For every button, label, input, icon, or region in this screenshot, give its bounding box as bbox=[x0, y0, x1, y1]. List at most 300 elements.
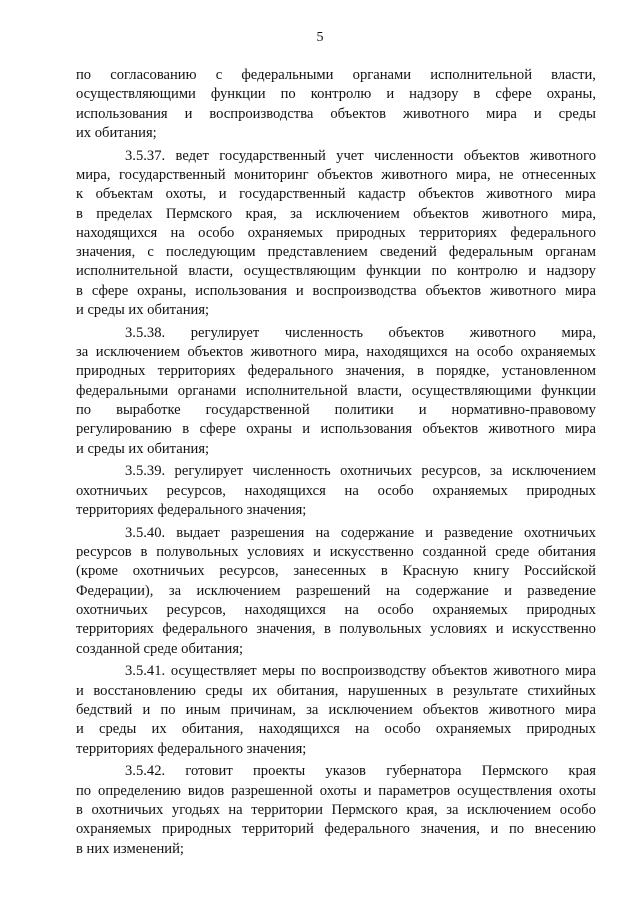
word: и bbox=[490, 821, 499, 838]
word: среды bbox=[558, 105, 596, 122]
word: объектов bbox=[422, 702, 479, 718]
text-line bbox=[76, 482, 596, 501]
word: стихийных bbox=[527, 682, 596, 699]
word: края, bbox=[406, 801, 438, 818]
word: особо bbox=[377, 602, 414, 619]
word: 3.5.42. bbox=[125, 763, 166, 780]
word: видов bbox=[187, 782, 225, 799]
word: объектов bbox=[418, 186, 474, 203]
word: и bbox=[533, 105, 542, 122]
word: животного bbox=[488, 702, 555, 718]
word: по bbox=[508, 821, 525, 838]
word: и bbox=[295, 282, 304, 299]
word: охраняемых bbox=[432, 602, 508, 619]
word: на bbox=[344, 482, 359, 499]
text-line bbox=[76, 543, 596, 562]
word: осуществляет bbox=[170, 663, 257, 680]
word: определению bbox=[98, 782, 181, 799]
word: 3.5.38. bbox=[125, 324, 166, 341]
word: 3.5.39. bbox=[125, 463, 166, 480]
word: ресурсов, bbox=[166, 602, 226, 619]
word: федеральными bbox=[241, 67, 334, 83]
text-line bbox=[76, 166, 596, 185]
word: надзору bbox=[409, 86, 459, 103]
word: находящихся bbox=[258, 721, 340, 738]
word: проекты bbox=[253, 763, 306, 780]
word: территории bbox=[251, 801, 323, 818]
word: воспроизводству bbox=[321, 663, 427, 680]
text-line bbox=[76, 85, 596, 104]
word: надзору bbox=[546, 263, 596, 280]
word: Пермского bbox=[331, 801, 398, 818]
word: мониторинг bbox=[234, 166, 309, 183]
word: и bbox=[218, 186, 227, 203]
word: животного bbox=[529, 147, 596, 164]
text-line: созданной среде обитания; bbox=[76, 640, 244, 657]
text-line bbox=[76, 562, 596, 581]
word: мира, bbox=[561, 205, 596, 222]
word: природных bbox=[162, 821, 232, 838]
word: охраняемых bbox=[435, 721, 512, 738]
word: разрешений bbox=[295, 582, 371, 599]
word: животного bbox=[381, 166, 448, 183]
text-line bbox=[76, 620, 596, 639]
word: и bbox=[504, 582, 512, 599]
word: нормативно-правовому bbox=[451, 402, 596, 419]
text-line bbox=[76, 582, 596, 601]
word: регулирует bbox=[190, 324, 260, 341]
paragraph-3-5-40 bbox=[76, 524, 596, 659]
text-line bbox=[76, 147, 596, 166]
word: природных bbox=[336, 224, 406, 241]
word: охраняемых bbox=[432, 482, 508, 499]
word: меры bbox=[262, 663, 296, 680]
word: политики bbox=[334, 402, 394, 419]
word: природных bbox=[526, 721, 596, 738]
word: ведет bbox=[175, 147, 209, 164]
text-line bbox=[76, 420, 596, 439]
word: природных bbox=[526, 602, 596, 619]
word: в bbox=[182, 421, 190, 438]
word: объектов bbox=[431, 663, 488, 680]
word: охоты, bbox=[165, 186, 207, 203]
word: животного bbox=[493, 663, 560, 680]
word: восстановлению bbox=[93, 682, 196, 699]
word: на bbox=[315, 524, 330, 541]
word: и bbox=[418, 402, 427, 419]
word: государственный bbox=[219, 147, 326, 164]
word: за bbox=[446, 801, 459, 818]
word: среды bbox=[205, 682, 243, 699]
word: государственный bbox=[119, 166, 226, 183]
word: установленном bbox=[501, 363, 596, 380]
word: Пермского bbox=[165, 205, 233, 222]
word: полувольных bbox=[156, 544, 239, 561]
word: за bbox=[168, 582, 182, 599]
word: выработке bbox=[116, 402, 181, 419]
word: по bbox=[431, 263, 447, 280]
word: полувольных bbox=[339, 621, 422, 638]
word: исключением bbox=[315, 205, 400, 222]
text-line bbox=[76, 185, 596, 204]
word: федерального bbox=[510, 224, 596, 241]
word: результате bbox=[452, 682, 518, 699]
word: обитания, bbox=[181, 721, 244, 738]
word: охраняемых bbox=[520, 344, 596, 361]
word: по bbox=[76, 402, 92, 419]
word: исключением bbox=[95, 344, 180, 361]
word: исполнительной bbox=[76, 263, 178, 280]
text-line bbox=[76, 682, 596, 701]
word: выдает bbox=[176, 524, 220, 541]
word: животного bbox=[250, 344, 317, 361]
word: природных bbox=[526, 482, 596, 499]
word: в bbox=[76, 282, 83, 299]
word: территориях bbox=[419, 224, 498, 241]
word: численность bbox=[284, 324, 363, 341]
word: мира bbox=[565, 282, 596, 299]
word: на bbox=[385, 582, 401, 599]
word: мира, bbox=[76, 166, 111, 183]
word: охоты bbox=[319, 782, 357, 799]
word: в bbox=[380, 563, 388, 580]
word: охотничьих bbox=[91, 801, 164, 818]
word: кадастр bbox=[358, 186, 406, 203]
word: за bbox=[290, 205, 303, 222]
word: власти, bbox=[357, 382, 403, 399]
word: готовит bbox=[185, 763, 233, 780]
word: Красную bbox=[402, 563, 459, 580]
word: их bbox=[252, 682, 268, 699]
word: причинам, bbox=[230, 702, 296, 718]
word: федерального bbox=[162, 621, 248, 638]
text-line bbox=[76, 362, 596, 381]
word: и bbox=[302, 421, 311, 438]
word: книгу bbox=[473, 563, 510, 580]
word: сфере bbox=[91, 282, 129, 299]
word: ресурсов, bbox=[166, 482, 226, 499]
word: особо bbox=[198, 224, 235, 241]
word: указов bbox=[325, 763, 366, 780]
word: среде bbox=[495, 544, 530, 561]
word: контролю bbox=[457, 263, 518, 280]
word: их bbox=[151, 721, 167, 738]
word: по bbox=[76, 782, 92, 799]
word: на bbox=[355, 721, 370, 738]
text-line: и среды их обитания; bbox=[76, 440, 210, 457]
word: объектов bbox=[330, 105, 386, 122]
word: государственной bbox=[205, 402, 310, 419]
text-line bbox=[76, 720, 596, 739]
text-line bbox=[76, 262, 596, 281]
word: губернатора bbox=[386, 763, 462, 780]
word: за bbox=[490, 463, 503, 480]
word: пределах bbox=[96, 205, 153, 222]
word: мира, bbox=[561, 324, 596, 341]
text-line: в них изменений; bbox=[76, 840, 184, 857]
word: согласованию bbox=[110, 67, 197, 83]
paragraph-3-5-41 bbox=[76, 662, 596, 758]
word: использования bbox=[320, 421, 413, 438]
word: обитания bbox=[537, 544, 596, 561]
text-line bbox=[76, 801, 596, 820]
word: 3.5.41. bbox=[125, 663, 166, 680]
text-line bbox=[76, 343, 596, 362]
word: за bbox=[306, 702, 319, 718]
word: численность bbox=[252, 463, 331, 480]
word: осуществляющими bbox=[411, 382, 532, 399]
word: объектов bbox=[413, 205, 469, 222]
word: находящихся bbox=[244, 602, 326, 619]
word: на bbox=[455, 344, 470, 361]
text-line bbox=[76, 820, 596, 839]
word: федерального bbox=[247, 363, 334, 380]
word: параметров bbox=[378, 782, 451, 799]
word: бедствий bbox=[76, 702, 133, 718]
word: Российской bbox=[524, 563, 596, 580]
word: территорий bbox=[242, 821, 314, 838]
word: к bbox=[76, 186, 84, 203]
word: в bbox=[436, 682, 444, 699]
paragraph-3-5-42 bbox=[76, 762, 596, 858]
word: в bbox=[324, 621, 331, 638]
word: численности bbox=[374, 147, 454, 164]
word: исключением bbox=[328, 702, 413, 718]
text-line bbox=[76, 105, 596, 124]
word: обитания, bbox=[276, 682, 339, 699]
word: территориях bbox=[157, 363, 236, 380]
word: 3.5.40. bbox=[125, 524, 166, 541]
text-line bbox=[76, 382, 596, 401]
word: сведений bbox=[379, 244, 437, 261]
word: значения, bbox=[345, 363, 405, 380]
word: среды bbox=[99, 721, 137, 738]
word: осуществляющим bbox=[243, 263, 356, 280]
word: охраны, bbox=[137, 282, 187, 299]
word: и bbox=[184, 105, 193, 122]
word: представлением bbox=[267, 244, 368, 261]
word: функции bbox=[366, 263, 421, 280]
word: животного bbox=[486, 186, 553, 203]
word: находящихся bbox=[76, 224, 158, 241]
word: по bbox=[160, 702, 176, 718]
text-line bbox=[76, 66, 596, 85]
document-body bbox=[76, 66, 596, 859]
word: объектов bbox=[187, 344, 244, 361]
word: на bbox=[344, 602, 359, 619]
word: федерального bbox=[324, 821, 410, 838]
word: ресурсов bbox=[76, 544, 132, 561]
text-line bbox=[76, 662, 596, 681]
word: не bbox=[499, 166, 514, 183]
word: искусственно bbox=[511, 621, 596, 638]
word: занесенных bbox=[293, 563, 367, 580]
word: (кроме bbox=[76, 563, 118, 580]
word: иным bbox=[185, 702, 221, 718]
word: учет bbox=[336, 147, 364, 164]
word: животного bbox=[490, 282, 557, 299]
word: условиях bbox=[247, 544, 305, 561]
word: объектам bbox=[95, 186, 154, 203]
word: функции bbox=[541, 382, 596, 399]
word: объектов bbox=[422, 421, 479, 438]
text-line bbox=[76, 601, 596, 620]
word: мира bbox=[565, 186, 596, 203]
word: и bbox=[313, 544, 321, 561]
word: и bbox=[425, 524, 434, 541]
word: особо bbox=[377, 482, 414, 499]
word: значения, bbox=[76, 244, 136, 261]
word: края bbox=[568, 763, 596, 780]
text-line bbox=[76, 701, 596, 720]
word: в bbox=[76, 801, 83, 818]
word: мира bbox=[565, 663, 596, 680]
word: воспроизводства bbox=[209, 105, 314, 122]
word: охотничьих bbox=[76, 482, 148, 499]
word: и bbox=[142, 702, 151, 718]
word: разрешенной bbox=[231, 782, 313, 799]
word: и bbox=[363, 782, 372, 799]
word: созданной bbox=[422, 544, 487, 561]
word: содержание bbox=[415, 582, 489, 599]
text-line bbox=[76, 401, 596, 420]
paragraph-3-5-39 bbox=[76, 462, 596, 520]
word: значения, bbox=[420, 821, 480, 838]
text-line bbox=[76, 524, 596, 543]
word: животного bbox=[402, 105, 470, 122]
word: ресурсов, bbox=[219, 563, 279, 580]
word: охотничьих bbox=[132, 563, 205, 580]
word: мира, bbox=[456, 166, 491, 183]
word: отнесенных bbox=[522, 166, 596, 183]
word: мира bbox=[565, 421, 596, 438]
word: объектов bbox=[463, 147, 520, 164]
word: использования bbox=[76, 105, 168, 122]
word: на bbox=[170, 224, 185, 241]
page-number: 5 bbox=[316, 30, 324, 45]
word: в bbox=[76, 205, 83, 222]
word: значения, bbox=[256, 621, 316, 638]
word: особо bbox=[384, 721, 421, 738]
word: в bbox=[416, 363, 424, 380]
word: объектов bbox=[425, 282, 482, 299]
word: сфере bbox=[495, 86, 532, 103]
word: охраняемых bbox=[247, 224, 324, 241]
word: с bbox=[147, 244, 154, 261]
word: с bbox=[215, 67, 223, 83]
word: и bbox=[76, 682, 84, 699]
word: по bbox=[300, 663, 316, 680]
word: охотничьих bbox=[340, 463, 413, 480]
word: последующим bbox=[166, 244, 256, 261]
word: исключением bbox=[511, 463, 596, 480]
word: федеральным bbox=[448, 244, 534, 261]
word: охотничьих bbox=[524, 524, 596, 541]
word: животного bbox=[488, 421, 555, 438]
word: объектов bbox=[388, 324, 445, 341]
word: Пермского bbox=[481, 763, 549, 780]
text-line bbox=[76, 224, 596, 243]
word: государственный bbox=[239, 186, 346, 203]
word: 3.5.37. bbox=[125, 147, 166, 164]
word: и bbox=[76, 721, 84, 738]
word: федеральными bbox=[76, 382, 169, 399]
word: власти, bbox=[188, 263, 234, 280]
word: природных bbox=[76, 363, 146, 380]
word: находящихся bbox=[366, 344, 448, 361]
word: края, bbox=[245, 205, 277, 222]
word: разведение bbox=[527, 582, 596, 599]
word: угодьях bbox=[171, 801, 220, 818]
word: осуществления bbox=[457, 782, 553, 799]
text-line bbox=[76, 205, 596, 224]
word: животного bbox=[482, 205, 549, 222]
word: разведение bbox=[444, 524, 513, 541]
word: искусственно bbox=[329, 544, 414, 561]
paragraph-intro bbox=[76, 66, 596, 143]
word: органами bbox=[352, 67, 412, 83]
paragraph-3-5-38 bbox=[76, 324, 596, 459]
word: исключением bbox=[467, 801, 552, 818]
word: по bbox=[280, 86, 296, 103]
word: и bbox=[386, 86, 395, 103]
word: охотничьих bbox=[76, 602, 148, 619]
word: исключением bbox=[196, 582, 281, 599]
word: территориях bbox=[76, 621, 154, 638]
word: исполнительной bbox=[430, 67, 533, 83]
word: внесению bbox=[534, 821, 596, 838]
word: охраны bbox=[246, 421, 292, 438]
text-line bbox=[76, 324, 596, 343]
word: в bbox=[140, 544, 148, 561]
word: по bbox=[76, 67, 92, 83]
word: осуществляющими bbox=[76, 86, 196, 103]
word: мира, bbox=[324, 344, 359, 361]
word: ресурсов, bbox=[421, 463, 481, 480]
word: сфере bbox=[199, 421, 236, 438]
word: содержание bbox=[340, 524, 415, 541]
text-line bbox=[76, 762, 596, 781]
text-line bbox=[76, 243, 596, 262]
word: находящихся bbox=[244, 482, 326, 499]
word: условиях bbox=[430, 621, 488, 638]
word: объектов bbox=[317, 166, 373, 183]
word: особо bbox=[476, 344, 514, 361]
text-line: и среды их обитания; bbox=[76, 302, 210, 319]
word: функции bbox=[210, 86, 266, 103]
word: и bbox=[495, 621, 504, 638]
word: органам bbox=[545, 244, 596, 261]
word: использования bbox=[195, 282, 287, 299]
word: мира bbox=[565, 702, 596, 718]
word: власти, bbox=[551, 67, 596, 83]
word: Федерации), bbox=[76, 582, 154, 599]
word: органами bbox=[177, 382, 237, 399]
text-line: территориях федерального значения; bbox=[76, 502, 307, 519]
word: на bbox=[228, 801, 243, 818]
word: разрешения bbox=[230, 524, 305, 541]
word: регулированию bbox=[76, 421, 172, 438]
word: контролю bbox=[310, 86, 372, 103]
word: регулирует bbox=[174, 463, 244, 480]
word: охраны, bbox=[546, 86, 596, 103]
text-line bbox=[76, 282, 596, 301]
word: животного bbox=[469, 324, 536, 341]
word: порядке, bbox=[436, 363, 490, 380]
word: и bbox=[528, 263, 537, 280]
word: исполнительной bbox=[245, 382, 348, 399]
word: особо bbox=[559, 801, 596, 818]
